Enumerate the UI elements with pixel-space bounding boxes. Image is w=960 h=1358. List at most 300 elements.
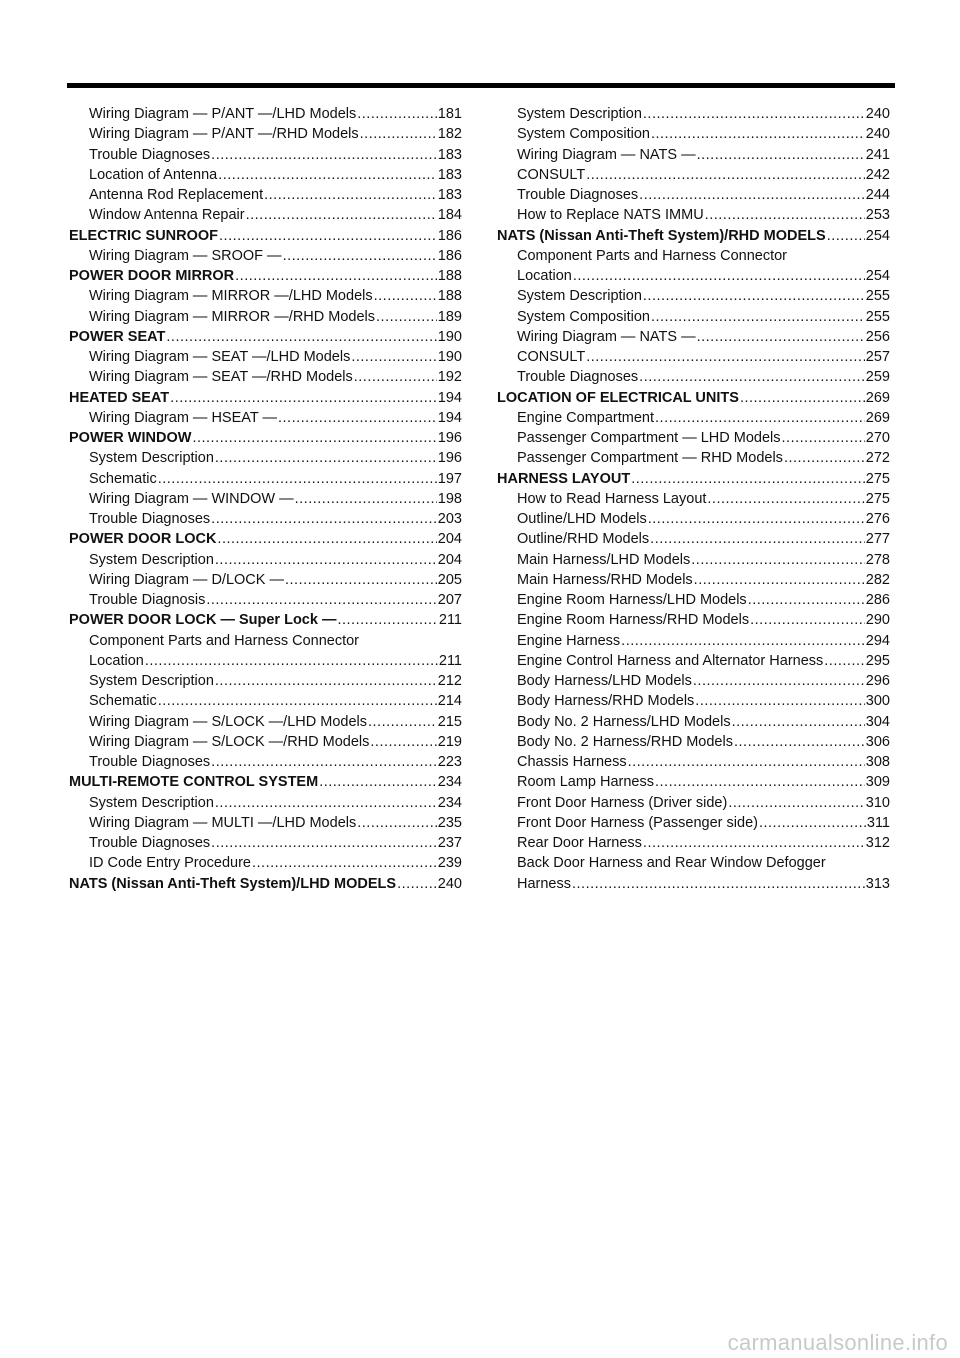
- toc-entry-title: ELECTRIC SUNROOF: [69, 227, 219, 244]
- toc-entry[interactable]: [497, 732, 890, 752]
- toc-entry[interactable]: [69, 185, 462, 205]
- toc-entry-title: System Description: [89, 551, 214, 568]
- header-rule: [67, 83, 895, 88]
- toc-page-number: 194: [437, 389, 462, 406]
- toc-entry[interactable]: [69, 732, 462, 752]
- toc-page-number: 270: [865, 430, 890, 446]
- toc-entry[interactable]: [69, 448, 462, 468]
- toc-entry-title: System Composition: [517, 308, 650, 325]
- toc-page-number: 313: [865, 875, 890, 892]
- toc-section-heading[interactable]: [69, 327, 462, 347]
- toc-page-number: 234: [437, 774, 462, 791]
- toc-entry-title: Engine Compartment: [517, 409, 655, 426]
- toc-entry[interactable]: [497, 793, 890, 813]
- toc-entry-title: Schematic: [89, 693, 157, 710]
- dot-leader: [351, 347, 436, 367]
- toc-entry[interactable]: [497, 307, 890, 327]
- toc-entry-title: NATS (Nissan Anti-Theft System)/LHD MODELS: [69, 875, 397, 892]
- toc-page-number: 190: [437, 328, 462, 345]
- toc-section-heading[interactable]: [497, 388, 890, 408]
- dot-leader: [215, 793, 437, 813]
- toc-entry-title: Body Harness/RHD Models: [517, 693, 695, 710]
- toc-right-column: [497, 104, 890, 894]
- toc-entry[interactable]: [69, 367, 462, 387]
- toc-entry[interactable]: [69, 307, 462, 327]
- dot-leader: [215, 550, 437, 570]
- toc-entry-title: Chassis Harness: [517, 754, 627, 770]
- toc-entry-title: Back Door Harness and Rear Window Defogger: [517, 855, 826, 872]
- toc-entry-title: System Description: [89, 450, 214, 467]
- toc-entry[interactable]: [69, 570, 462, 590]
- toc-entry-title: Wiring Diagram — WINDOW —: [89, 490, 294, 507]
- toc-entry[interactable]: [497, 448, 890, 468]
- dot-leader: [639, 185, 865, 205]
- dot-leader: [337, 610, 437, 630]
- dot-leader: [397, 874, 437, 894]
- toc-page-number: 296: [865, 673, 890, 689]
- toc-entry-title: Rear Door Harness: [517, 835, 642, 851]
- toc-entry-title: MULTI-REMOTE CONTROL SYSTEM: [69, 774, 319, 791]
- dot-leader: [235, 266, 437, 286]
- dot-leader: [697, 145, 865, 165]
- toc-entry-title: Component Parts and Harness Connector: [517, 247, 788, 264]
- toc-page-number: 186: [437, 227, 462, 244]
- toc-entry-title: Body Harness/LHD Models: [517, 673, 692, 689]
- toc-entry[interactable]: [69, 813, 462, 833]
- toc-page-number: 275: [865, 470, 890, 487]
- toc-page-number: 196: [437, 450, 462, 467]
- dot-leader: [370, 732, 436, 752]
- dot-leader: [285, 570, 437, 590]
- toc-page-number: 295: [865, 652, 890, 669]
- toc-entry[interactable]: [497, 205, 890, 225]
- toc-page-number: 259: [865, 369, 890, 386]
- toc-page-number: 255: [865, 308, 890, 325]
- toc-section-heading[interactable]: [69, 428, 462, 448]
- toc-entry-title: Passenger Compartment — RHD Models: [517, 450, 783, 467]
- dot-leader: [283, 246, 437, 266]
- toc-entry[interactable]: [497, 671, 890, 691]
- toc-page-number: 196: [437, 430, 462, 446]
- toc-entry[interactable]: [69, 752, 462, 772]
- toc-entry-title: Body No. 2 Harness/RHD Models: [517, 733, 733, 750]
- toc-entry-title: Outline/RHD Models: [517, 531, 650, 548]
- toc-page-number: 197: [437, 470, 462, 487]
- toc-entry[interactable]: [69, 793, 462, 813]
- toc-entry-title: Trouble Diagnoses: [89, 146, 211, 163]
- toc-entry-title: HARNESS LAYOUT: [497, 470, 631, 487]
- dot-leader: [215, 448, 437, 468]
- toc-page-number: 183: [437, 166, 462, 183]
- toc-page-number: 244: [865, 187, 890, 203]
- toc-section-heading[interactable]: [69, 388, 462, 408]
- toc-page-number: 253: [865, 207, 890, 224]
- toc-entry-title: Antenna Rod Replacement: [89, 187, 264, 203]
- dot-leader: [211, 509, 437, 529]
- toc-entry[interactable]: [69, 691, 462, 711]
- toc-entry-title: ID Code Entry Procedure: [89, 855, 251, 872]
- toc-entry-title: Wiring Diagram — SEAT —/LHD Models: [89, 349, 351, 365]
- toc-page-number: 276: [865, 511, 890, 527]
- toc-entry-title: How to Replace NATS IMMU: [517, 207, 704, 224]
- dot-leader: [651, 307, 865, 327]
- dot-leader: [357, 813, 437, 833]
- toc-entry[interactable]: [497, 712, 890, 732]
- toc-page-number: 183: [437, 187, 462, 203]
- dot-leader: [572, 874, 865, 894]
- toc-entry-title: System Description: [517, 288, 642, 305]
- dot-leader: [246, 205, 437, 225]
- toc-entry[interactable]: [69, 651, 462, 671]
- toc-entry-title: Engine Control Harness and Alternator Harness: [517, 652, 824, 669]
- dot-leader: [586, 165, 865, 185]
- dot-leader: [215, 671, 437, 691]
- toc-entry-title: HEATED SEAT: [69, 389, 170, 406]
- toc-page-number: 219: [437, 733, 462, 750]
- dot-leader: [740, 388, 865, 408]
- dot-leader: [648, 509, 865, 529]
- toc-section-heading[interactable]: [497, 469, 890, 489]
- toc-entry-title: Wiring Diagram — D/LOCK —: [89, 571, 284, 588]
- toc-entry-title: CONSULT: [517, 349, 586, 365]
- dot-leader: [651, 124, 865, 144]
- toc-entry-title: POWER WINDOW: [69, 430, 192, 446]
- toc-entry[interactable]: [69, 124, 462, 144]
- toc-page-number: 204: [437, 551, 462, 568]
- toc-entry[interactable]: [497, 165, 890, 185]
- dot-leader: [827, 226, 865, 246]
- toc-entry[interactable]: [497, 327, 890, 347]
- toc-page-number: 254: [865, 227, 890, 244]
- toc-page-number: 205: [437, 571, 462, 588]
- toc-entry[interactable]: [69, 165, 462, 185]
- toc-entry[interactable]: [69, 833, 462, 853]
- toc-entry-title: POWER DOOR LOCK — Super Lock —: [69, 612, 337, 629]
- dot-leader: [219, 226, 437, 246]
- toc-entry-title: Wiring Diagram — MULTI —/LHD Models: [89, 814, 357, 831]
- toc-entry[interactable]: [497, 509, 890, 529]
- toc-entry-title: Wiring Diagram — S/LOCK —/LHD Models: [89, 713, 367, 730]
- dot-leader: [586, 347, 865, 367]
- toc-page-number: 240: [865, 126, 890, 143]
- toc-page-number: 186: [437, 247, 462, 264]
- dot-leader: [732, 712, 865, 732]
- dot-leader: [643, 286, 865, 306]
- toc-entry-title: System Description: [89, 794, 214, 811]
- toc-page-number: 235: [437, 814, 462, 831]
- toc-page-number: 234: [437, 794, 462, 811]
- toc-entry[interactable]: [497, 124, 890, 144]
- toc-entry[interactable]: [497, 631, 890, 651]
- toc-entry[interactable]: [69, 590, 462, 610]
- toc-entry-title: Wiring Diagram — P/ANT —/RHD Models: [89, 126, 359, 143]
- dot-leader: [631, 469, 865, 489]
- toc-entry[interactable]: [69, 550, 462, 570]
- toc-entry[interactable]: [497, 104, 890, 124]
- toc-page-number: 237: [437, 835, 462, 851]
- toc-page-number: 182: [437, 126, 462, 143]
- toc-entry-title: Trouble Diagnoses: [89, 754, 211, 770]
- toc-entry[interactable]: [497, 266, 890, 286]
- toc-page-number: 309: [865, 774, 890, 791]
- dot-leader: [639, 367, 865, 387]
- toc-page-number: 300: [865, 693, 890, 710]
- dot-leader: [145, 651, 438, 671]
- toc-entry[interactable]: [497, 853, 890, 873]
- toc-left-column: [69, 104, 462, 894]
- toc-entry[interactable]: [497, 367, 890, 387]
- toc-entry-title: NATS (Nissan Anti-Theft System)/RHD MODELS: [497, 227, 826, 244]
- toc-entry-title: Location: [89, 652, 144, 669]
- dot-leader: [360, 124, 437, 144]
- dot-leader: [206, 590, 436, 610]
- dot-leader: [376, 307, 437, 327]
- toc-section-heading[interactable]: [69, 772, 462, 792]
- toc-page-number: 223: [437, 754, 462, 770]
- toc-page-number: 211: [438, 612, 462, 629]
- toc-section-heading[interactable]: [69, 874, 462, 894]
- toc-entry[interactable]: [497, 610, 890, 630]
- watermark: carmanualsonline.info: [727, 1330, 948, 1355]
- toc-page-number: 189: [437, 308, 462, 325]
- toc-page-number: 286: [865, 592, 890, 608]
- dot-leader: [707, 489, 864, 509]
- toc-entry-title: Outline/LHD Models: [517, 511, 647, 527]
- toc-section-heading[interactable]: [69, 610, 462, 630]
- toc-page-number: 240: [865, 106, 890, 122]
- toc-entry[interactable]: [69, 408, 462, 428]
- toc-entry[interactable]: [497, 833, 890, 853]
- toc-entry[interactable]: [69, 469, 462, 489]
- toc-page-number: 282: [865, 571, 890, 588]
- dot-leader: [368, 712, 437, 732]
- toc-entry[interactable]: [497, 691, 890, 711]
- toc-entry-title: CONSULT: [517, 166, 586, 183]
- dot-leader: [643, 104, 865, 124]
- toc-entry[interactable]: [497, 489, 890, 509]
- toc-page-number: 240: [437, 875, 462, 892]
- toc-page-number: 207: [437, 592, 462, 608]
- toc-page-number: 211: [438, 652, 462, 669]
- dot-leader: [374, 286, 437, 306]
- toc-page-number: 204: [437, 531, 462, 548]
- toc-entry[interactable]: [497, 428, 890, 448]
- toc-entry-title: Schematic: [89, 470, 157, 487]
- dot-leader: [278, 408, 437, 428]
- toc-page-number: 239: [437, 855, 462, 872]
- toc-page-number: 184: [437, 207, 462, 224]
- toc-entry[interactable]: [69, 509, 462, 529]
- toc-entry[interactable]: [69, 246, 462, 266]
- dot-leader: [784, 448, 865, 468]
- toc-entry-title: Wiring Diagram — MIRROR —/LHD Models: [89, 288, 373, 305]
- dot-leader: [170, 388, 437, 408]
- dot-leader: [217, 529, 436, 549]
- toc-page-number: 269: [865, 389, 890, 406]
- toc-entry-title: POWER DOOR MIRROR: [69, 268, 235, 284]
- dot-leader: [734, 732, 865, 752]
- toc-page-number: 277: [865, 531, 890, 548]
- toc-entry[interactable]: [497, 772, 890, 792]
- toc-entry-title: Trouble Diagnoses: [517, 369, 639, 386]
- dot-leader: [655, 408, 865, 428]
- toc-entry-title: Engine Room Harness/LHD Models: [517, 592, 747, 608]
- dot-leader: [573, 266, 865, 286]
- toc-entry[interactable]: [497, 408, 890, 428]
- dot-leader: [211, 833, 437, 853]
- toc-page-number: 198: [437, 490, 462, 507]
- toc-entry-title: Wiring Diagram — S/LOCK —/RHD Models: [89, 733, 370, 750]
- dot-leader: [319, 772, 437, 792]
- toc-entry-title: Location: [517, 268, 572, 284]
- toc-page-number: 278: [865, 551, 890, 568]
- toc-page-number: 310: [865, 794, 890, 811]
- toc-page-number: 188: [437, 288, 462, 305]
- toc-page-number: 272: [865, 450, 890, 467]
- toc-entry[interactable]: [497, 145, 890, 165]
- dot-leader: [218, 165, 437, 185]
- toc-entry[interactable]: [69, 347, 462, 367]
- toc-entry-title: How to Read Harness Layout: [517, 490, 707, 507]
- toc-entry-title: Location of Antenna: [89, 166, 218, 183]
- toc-entry[interactable]: [69, 671, 462, 691]
- toc-page-number: 254: [865, 268, 890, 284]
- dot-leader: [643, 833, 865, 853]
- dot-leader: [158, 469, 437, 489]
- toc-entry-title: Trouble Diagnoses: [89, 835, 211, 851]
- toc-page-number: 215: [437, 713, 462, 730]
- toc-page-number: 304: [865, 713, 890, 730]
- toc-section-heading[interactable]: [497, 226, 890, 246]
- toc-page-number: 256: [865, 328, 890, 345]
- dot-leader: [166, 327, 436, 347]
- toc-entry[interactable]: [497, 752, 890, 772]
- toc-page-number: 188: [437, 268, 462, 284]
- toc-entry-title: Engine Harness: [517, 632, 621, 649]
- toc-page-number: 241: [865, 146, 890, 163]
- toc-entry[interactable]: [69, 489, 462, 509]
- toc-entry-title: System Description: [89, 673, 214, 689]
- toc-entry-title: Body No. 2 Harness/LHD Models: [517, 713, 731, 730]
- toc-page-number: 214: [437, 693, 462, 710]
- toc-entry-title: POWER SEAT: [69, 328, 166, 345]
- toc-entry[interactable]: [69, 712, 462, 732]
- toc-entry-title: Trouble Diagnosis: [89, 592, 206, 608]
- toc-entry-title: Wiring Diagram — P/ANT —/LHD Models: [89, 106, 357, 122]
- toc-entry[interactable]: [69, 145, 462, 165]
- toc-page-number: 183: [437, 146, 462, 163]
- toc-entry[interactable]: [69, 853, 462, 873]
- toc-entry[interactable]: [497, 529, 890, 549]
- toc-section-heading[interactable]: [69, 266, 462, 286]
- dot-leader: [295, 489, 437, 509]
- dot-leader: [354, 367, 437, 387]
- dot-leader: [695, 691, 865, 711]
- toc-entry[interactable]: [69, 104, 462, 124]
- toc-entry-title: Main Harness/LHD Models: [517, 551, 691, 568]
- toc-entry[interactable]: [497, 874, 890, 894]
- dot-leader: [655, 772, 865, 792]
- toc-entry[interactable]: [497, 813, 890, 833]
- toc-entry[interactable]: [497, 570, 890, 590]
- toc-page-number: 194: [437, 409, 462, 426]
- dot-leader: [691, 550, 865, 570]
- toc-page-number: 257: [865, 349, 890, 365]
- toc-entry-title: LOCATION OF ELECTRICAL UNITS: [497, 389, 739, 406]
- toc-page-number: 255: [865, 288, 890, 305]
- toc-entry[interactable]: [69, 286, 462, 306]
- toc-section-heading[interactable]: [69, 529, 462, 549]
- toc-entry-title: Room Lamp Harness: [517, 774, 654, 791]
- toc-entry[interactable]: [497, 185, 890, 205]
- dot-leader: [192, 428, 436, 448]
- toc-entry-title: Wiring Diagram — HSEAT —: [89, 409, 277, 426]
- dot-leader: [782, 428, 865, 448]
- dot-leader: [621, 631, 865, 651]
- toc-page-number: 312: [865, 835, 890, 851]
- dot-leader: [158, 691, 437, 711]
- toc-entry-title: Wiring Diagram — NATS —: [517, 146, 696, 163]
- toc-page-number: 190: [437, 349, 462, 365]
- dot-leader: [650, 529, 865, 549]
- toc-entry-title: Trouble Diagnoses: [89, 511, 211, 527]
- toc-entry[interactable]: [497, 347, 890, 367]
- dot-leader: [748, 590, 865, 610]
- toc-page-number: 311: [866, 814, 890, 831]
- toc-entry-title: Window Antenna Repair: [89, 207, 245, 224]
- toc-section-heading[interactable]: [69, 226, 462, 246]
- toc-entry-title: Engine Room Harness/RHD Models: [517, 612, 750, 629]
- dot-leader: [628, 752, 865, 772]
- toc-page-number: 275: [865, 490, 890, 507]
- toc-entry-title: Front Door Harness (Passenger side): [517, 814, 758, 831]
- toc-page-number: 294: [865, 632, 890, 649]
- toc-entry[interactable]: [497, 651, 890, 671]
- toc-entry-title: Passenger Compartment — LHD Models: [517, 430, 781, 446]
- toc-entry[interactable]: [497, 550, 890, 570]
- toc-entry-title: POWER DOOR LOCK: [69, 531, 217, 548]
- dot-leader: [264, 185, 437, 205]
- toc-entry-title: Wiring Diagram — SROOF —: [89, 247, 282, 264]
- toc-page-number: 306: [865, 733, 890, 750]
- toc-entry-title: Main Harness/RHD Models: [517, 571, 693, 588]
- toc-entry[interactable]: [69, 631, 462, 651]
- toc-page-number: 308: [865, 754, 890, 770]
- dot-leader: [694, 570, 865, 590]
- dot-leader: [750, 610, 865, 630]
- toc-entry-title: System Composition: [517, 126, 650, 143]
- dot-leader: [697, 327, 865, 347]
- dot-leader: [252, 853, 437, 873]
- toc-entry[interactable]: [497, 246, 890, 266]
- toc-page-number: 212: [437, 673, 462, 689]
- dot-leader: [824, 651, 865, 671]
- toc-entry-title: Trouble Diagnoses: [517, 187, 639, 203]
- toc-page-number: 181: [437, 106, 462, 122]
- toc-entry[interactable]: [69, 205, 462, 225]
- toc-page-number: 290: [865, 612, 890, 629]
- dot-leader: [211, 145, 437, 165]
- toc-page-number: 242: [865, 166, 890, 183]
- toc-entry[interactable]: [497, 286, 890, 306]
- toc-entry-title: Wiring Diagram — NATS —: [517, 328, 696, 345]
- toc-entry[interactable]: [497, 590, 890, 610]
- dot-leader: [357, 104, 437, 124]
- dot-leader: [705, 205, 865, 225]
- toc-entry-title: Wiring Diagram — MIRROR —/RHD Models: [89, 308, 376, 325]
- toc-page-number: 269: [865, 409, 890, 426]
- toc-entry-title: Front Door Harness (Driver side): [517, 794, 728, 811]
